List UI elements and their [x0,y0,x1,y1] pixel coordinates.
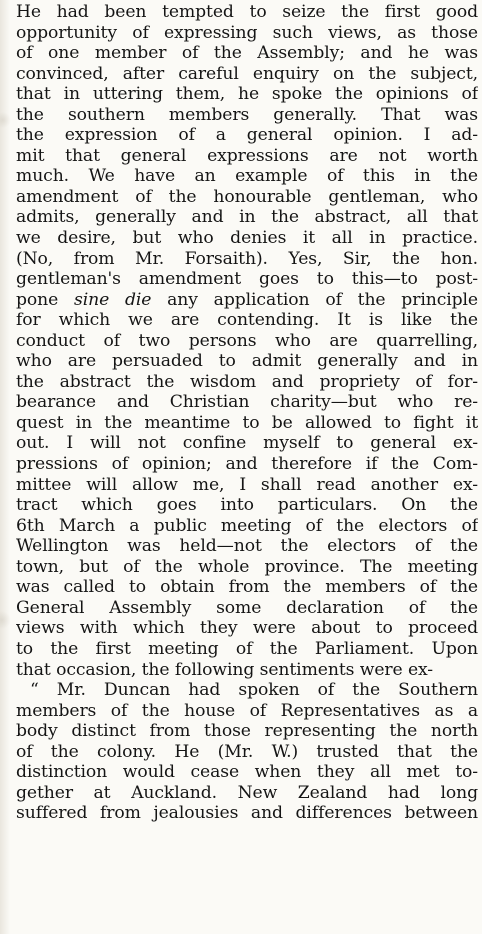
text-line: the abstract the wisdom and propriety of for- [16,371,478,392]
text-line-with-italic [16,290,478,311]
text-line: He had been tempted to seize the first good [16,2,478,22]
text-line: conduct of two persons who are quarrelling, [16,330,478,351]
text-line: that in uttering them, he spoke the opinions of [16,84,478,105]
text-line: who are persuaded to admit generally and in [16,351,478,372]
text-line: admits, generally and in the abstract, all that [16,207,478,228]
text-line: was called to obtain from the members of the [16,577,478,598]
text-line: mit that general expressions are not worth [16,145,478,166]
text-line: we desire, but who denies it all in practice. [16,228,478,249]
text-line: the southern members generally. That was [16,104,478,125]
text-line: quest in the meantime to be allowed to fight it [16,412,478,433]
text-line: out. I will not confine myself to general ex- [16,433,478,454]
quote-line: suffered from jealousies and differences between [16,803,478,824]
line-suffix: any application of the principle [151,289,478,310]
text-line: bearance and Christian charity—but who re- [16,392,478,413]
text-line: Wellington was held—not the electors of the [16,536,478,557]
text-line: 6th March a public meeting of the electors of [16,515,478,536]
line-prefix: pone [16,289,74,310]
text-line: for which we are contending. It is like the [16,310,478,331]
text-line: General Assembly some declaration of the [16,597,478,618]
quote-line: gether at Auckland. New Zealand had long [16,782,478,803]
quote-line: “ Mr. Duncan had spoken of the Southern [30,680,478,701]
article-body [16,2,478,824]
text-line: to the first meeting of the Parliament. Upon [16,638,478,659]
text-line: gentleman's amendment goes to this—to post- [16,269,478,290]
quote-line: of the colony. He (Mr. W.) trusted that the [16,741,478,762]
text-line: mittee will allow me, I shall read another ex- [16,474,478,495]
quote-line: members of the house of Representatives as a [16,700,478,721]
text-line-paragraph-end: that occasion, the following sentiments were ex- [16,659,434,680]
text-line: amendment of the honourable gentleman, who [16,186,478,207]
text-line: of one member of the Assembly; and he was [16,43,478,64]
text-line: the expression of a general opinion. I ad- [16,125,478,146]
text-line: pressions of opinion; and therefore if the Com- [16,454,478,475]
text-line: town, but of the whole province. The meeting [16,556,478,577]
page-edge-shadow [0,0,10,934]
quote-line: distinction would cease when they all met to- [16,762,478,783]
text-line: much. We have an example of this in the [16,166,478,187]
text-line: convinced, after careful enquiry on the subject, [16,63,478,84]
italic-phrase: sine die [74,289,152,310]
text-line: views with which they were about to proceed [16,618,478,639]
text-line: opportunity of expressing such views, as those [16,22,478,43]
quote-line: body distinct from those representing the north [16,721,478,742]
text-line: tract which goes into particulars. On the [16,495,478,516]
text-line: (No, from Mr. Forsaith). Yes, Sir, the hon. [16,248,478,269]
